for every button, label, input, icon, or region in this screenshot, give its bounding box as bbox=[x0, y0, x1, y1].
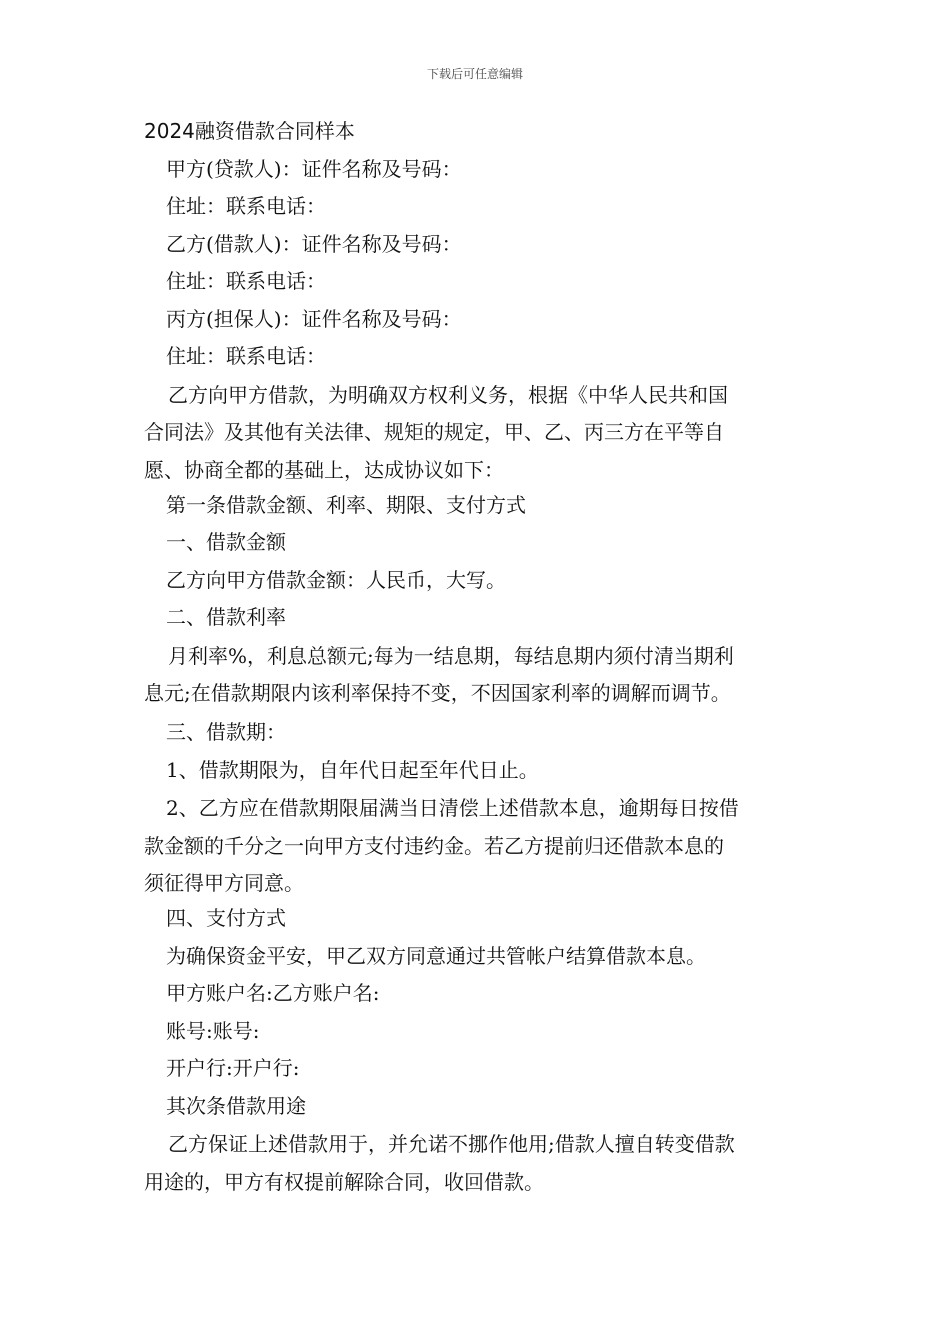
article-2-title: 其次条借款用途 bbox=[166, 1093, 306, 1118]
section-2-line-1: 月利率%，利息总额元;每为一结息期，每结息期内须付清当期利 bbox=[168, 643, 734, 668]
party-c-line: 丙方(担保人)：证件名称及号码： bbox=[166, 306, 462, 331]
intro-paragraph bbox=[144, 377, 809, 490]
section-1-title: 一、借款金额 bbox=[166, 530, 286, 554]
section-2-title: 二、借款利率 bbox=[166, 605, 286, 629]
section-4-account-number: 账号:账号: bbox=[166, 1018, 260, 1043]
intro-line-1: 乙方向甲方借款，为明确双方权利义务，根据《中华人民共和国 bbox=[168, 382, 728, 407]
section-3-item-2-line-3: 须征得甲方同意。 bbox=[144, 871, 304, 895]
intro-line-3: 愿、协商全都的基础上，达成协议如下： bbox=[144, 457, 504, 482]
section-2-line-2: 息元;在借款期限内该利率保持不变，不因国家利率的调解而调节。 bbox=[144, 681, 731, 705]
section-3-item-2-line-2: 款金额的千分之一向甲方支付违约金。若乙方提前归还借款本息的 bbox=[144, 833, 724, 858]
section-1-text: 乙方向甲方借款金额：人民币，大写。 bbox=[166, 567, 506, 592]
article-2-line-2: 用途的，甲方有权提前解除合同，收回借款。 bbox=[144, 1169, 544, 1194]
section-3-item-2-line-1: 2、乙方应在借款期限届满当日清偿上述借款本息，逾期每日按借 bbox=[166, 796, 739, 820]
section-4-text: 为确保资金平安，甲乙双方同意通过共管帐户结算借款本息。 bbox=[166, 943, 706, 968]
section-4-bank: 开户行:开户行: bbox=[166, 1056, 300, 1080]
document-title: 2024融资借款合同样本 bbox=[144, 119, 355, 143]
page-header: 下载后可任意编辑 bbox=[426, 67, 523, 81]
section-3-title: 三、借款期： bbox=[166, 720, 286, 744]
document-body bbox=[144, 118, 809, 1212]
section-3-item-2-paragraph bbox=[144, 790, 809, 903]
intro-line-2: 合同法》及其他有关法律、规矩的规定，甲、乙、丙三方在平等自 bbox=[144, 420, 724, 444]
party-c-address-line: 住址：联系电话： bbox=[166, 344, 326, 368]
party-b-address-line: 住址：联系电话： bbox=[166, 269, 326, 293]
article-2-line-1: 乙方保证上述借款用于，并允诺不挪作他用;借款人擅自转变借款 bbox=[168, 1132, 735, 1156]
party-b-line: 乙方(借款人)：证件名称及号码： bbox=[166, 231, 462, 256]
article-1-title: 第一条借款金额、利率、期限、支付方式 bbox=[166, 492, 526, 517]
party-a-line: 甲方(贷款人)：证件名称及号码： bbox=[166, 156, 462, 181]
section-3-item-1: 1、借款期限为，自年代日起至年代日止。 bbox=[166, 757, 539, 782]
party-a-address-line: 住址：联系电话： bbox=[166, 194, 326, 218]
section-4-title: 四、支付方式 bbox=[166, 906, 286, 930]
section-4-account-name: 甲方账户名:乙方账户名: bbox=[166, 981, 380, 1005]
section-2-paragraph bbox=[144, 638, 809, 713]
article-2-paragraph bbox=[144, 1126, 809, 1201]
